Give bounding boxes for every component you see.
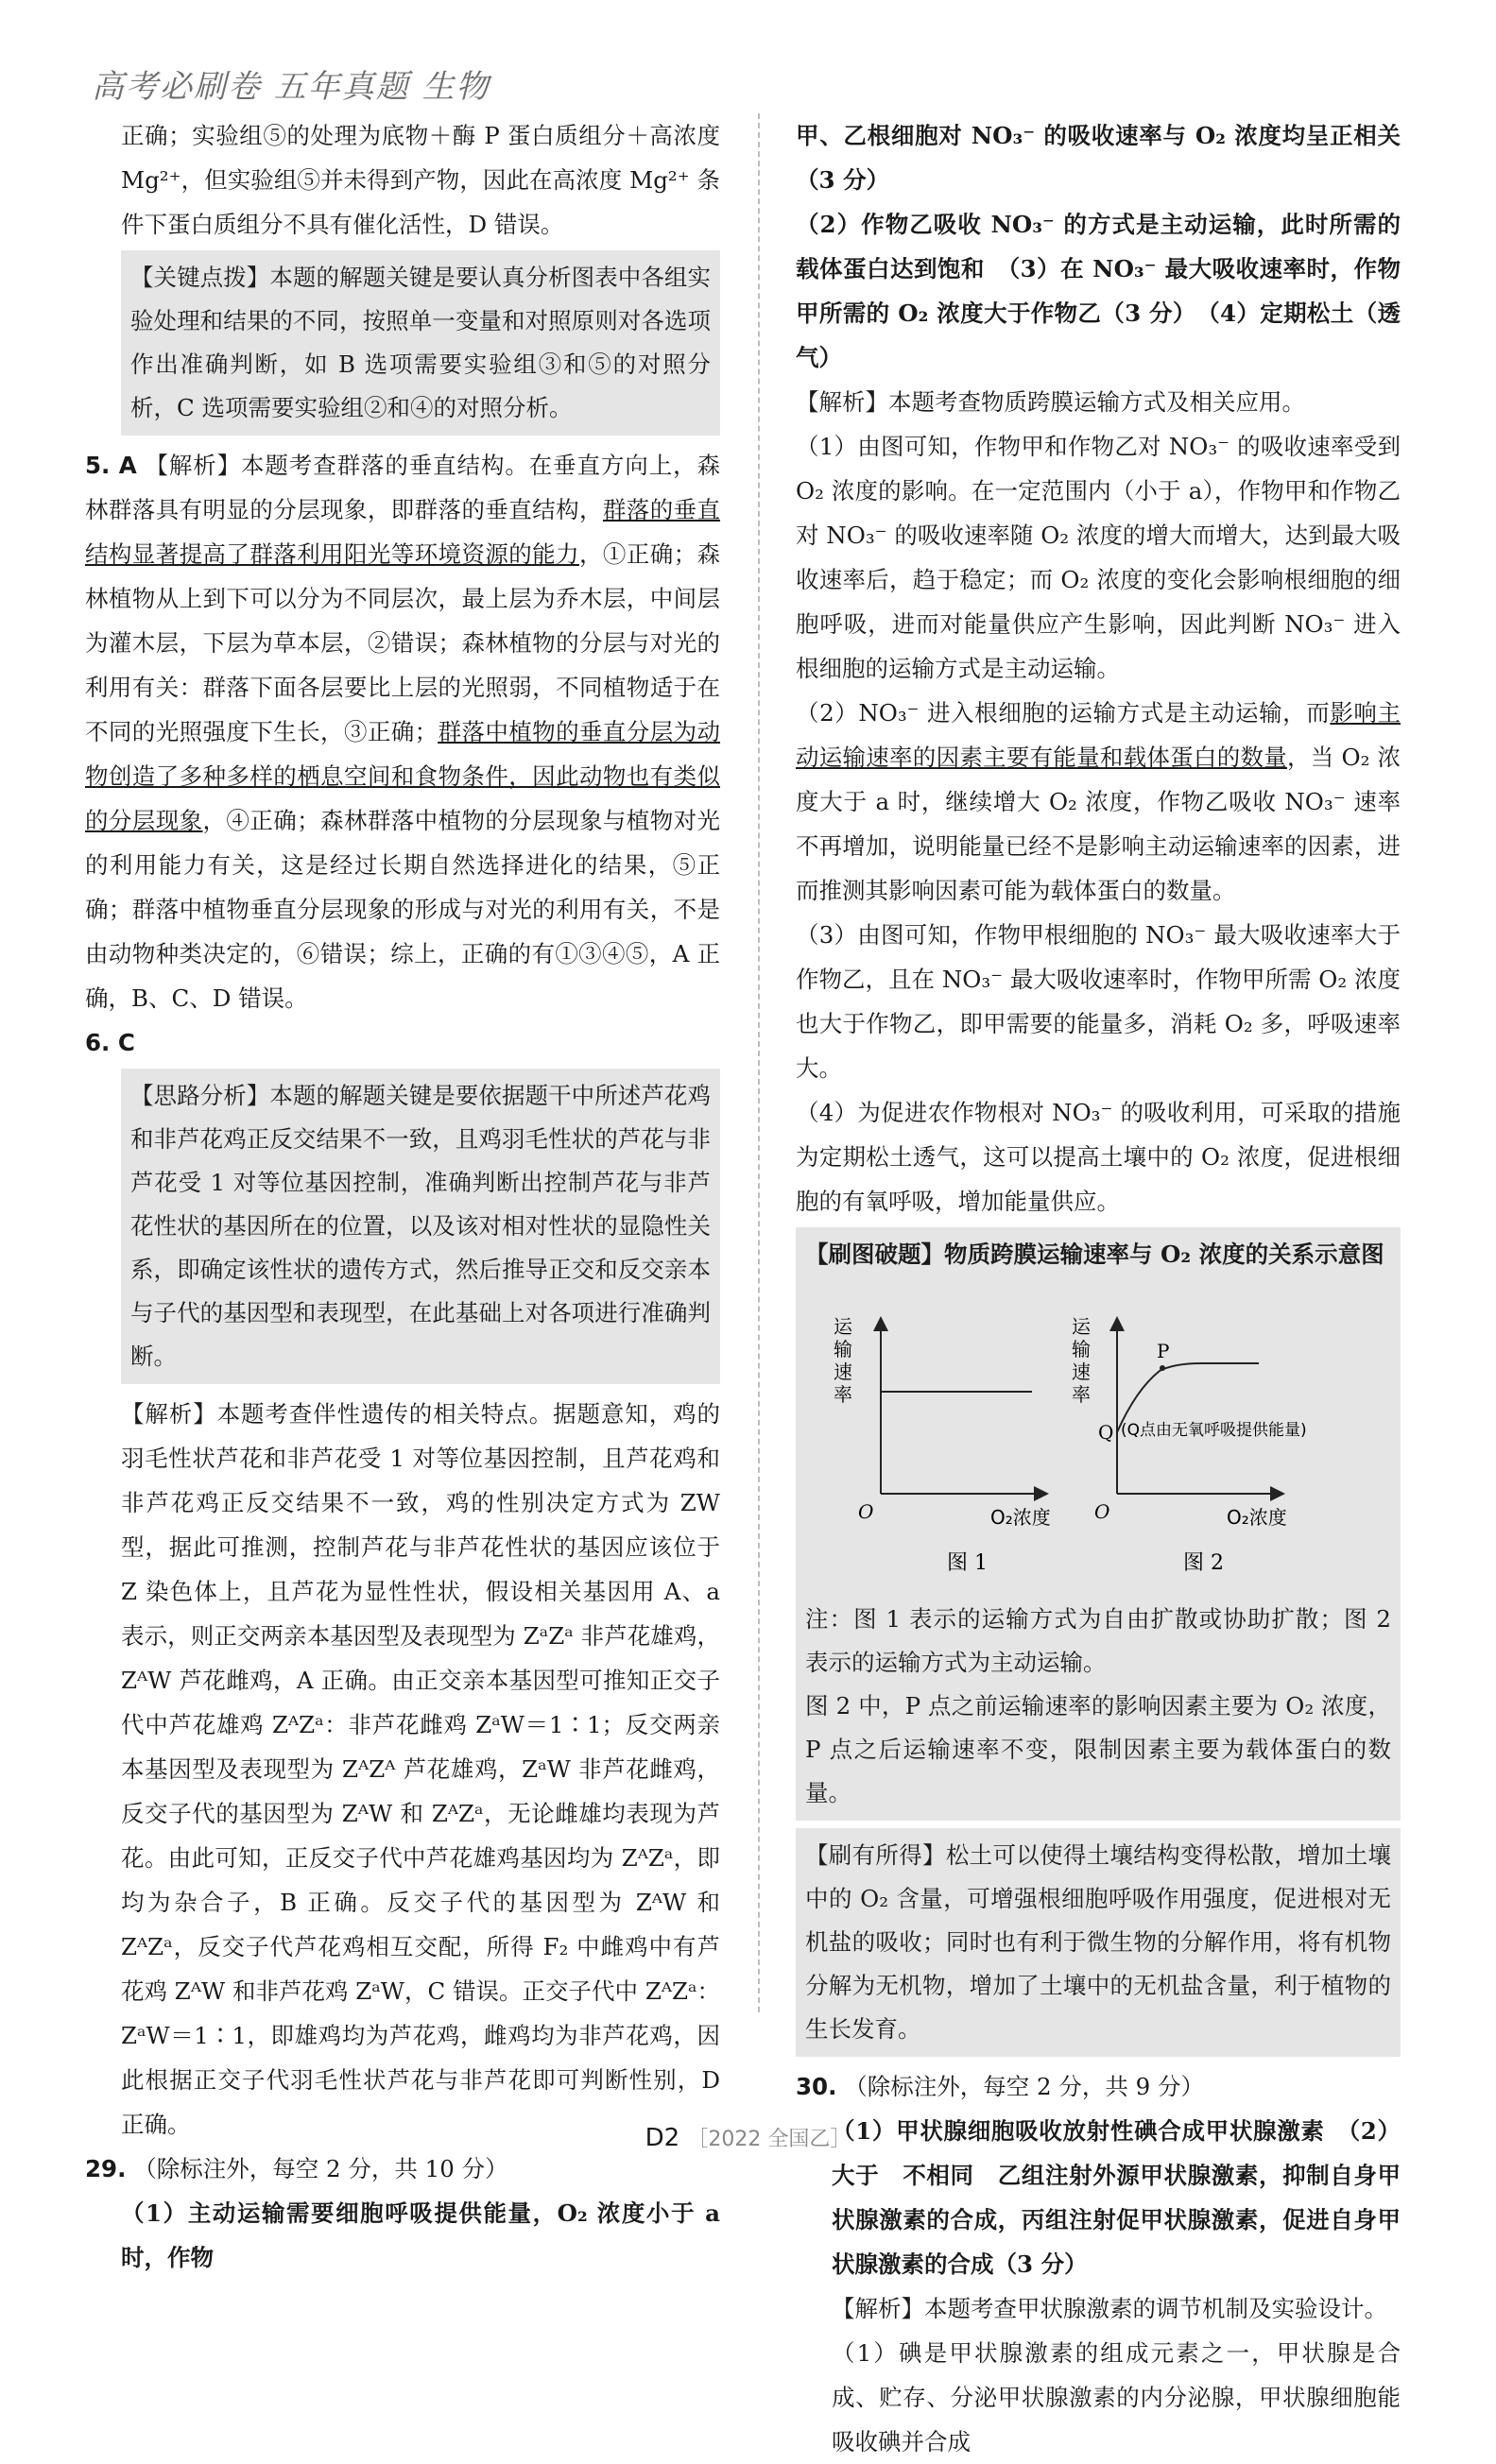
q29-analysis-2b: ，当 O₂ 浓度大于 a 时，继续增大 O₂ 浓度，作物乙吸收 NO₃⁻ 速率不再增加，说明能量已经不是影响主动运输速率的因素，进而推测其影响因素可能为载体蛋白的数量。 <box>796 744 1401 904</box>
q5-number: 5. A <box>85 452 137 479</box>
fig2-ylabel-3: 速 <box>1072 1360 1091 1383</box>
fig1-ylabel-2: 输 <box>834 1338 852 1360</box>
q29-analysis-4: （4）为促进农作物根对 NO₃⁻ 的吸收利用，可采取的措施为定期松土透气，这可以提高土壤中的 O₂ 浓度，促进根细胞的有氧呼吸，增加能量供应。 <box>796 1099 1401 1215</box>
q5-block <box>85 443 720 1020</box>
transport-rate-diagram <box>805 1276 1391 1598</box>
q29-analysis-2 <box>796 691 1401 913</box>
figure-note-1: 注：图 1 表示的运输方式为自由扩散或协助扩散；图 2 表示的运输方式为主动运输。 <box>805 1605 1391 1676</box>
figure-box-title: 【刷图破题】物质跨膜运输速率与 O₂ 浓度的关系示意图 <box>805 1241 1384 1268</box>
takeaway-text: 【刷有所得】松土可以使得土壤结构变得松散，增加土壤中的 O₂ 含量，可增强根细胞呼吸作用强度，促进根对无机盐的吸收；同时也有利于微生物的分解作用，将有机物分解为无机物，增加了土壤中的无机盐含量，利于植物的生长发育。 <box>805 1841 1391 2043</box>
takeaway-box <box>796 1828 1401 2057</box>
q6-analysis: 【解析】本题考查伴性遗传的相关特点。据题意知，鸡的羽毛性状芦花和非芦花受 1 对等位基因控制，且芦花鸡和非芦花鸡正反交结果不一致，鸡的性别决定方式为 ZW 型，据此可推测，控制芦花与非芦花性状的基因应该位于 Z 染色体上，且芦花为显性性状，假设相关基因用 A、a 表示，则正交两亲本基因型及表现型为 ZᵃZᵃ 非芦花雄鸡，ZᴬW 芦花雌鸡，A 正确。由正交亲本基因型可推知正交子代中芦花雄鸡 ZᴬZᵃ：非芦花雌鸡 ZᵃW＝1∶1；反交两亲本基因型及表现型为 ZᴬZᴬ 芦花雄鸡，ZᵃW 非芦花雌鸡，反交子代的基因型为 ZᴬW 和 ZᴬZᵃ，无论雌雄均表现为芦花。由此可知，正反交子代中芦花雄鸡基因均为 ZᴬZᵃ，即均为杂合子，B 正确。反交子代的基因型为 ZᴬW 和 ZᴬZᵃ，反交子代芦花鸡相互交配，所得 F₂ 中雌鸡中有芦花鸡 ZᴬW 和非芦花鸡 ZᵃW，C 错误。正交子代中 ZᴬZᵃ：ZᵃW＝1∶1，即雄鸡均为芦花鸡，雌鸡均为非芦花鸡，因此根据正交子代羽毛性状芦花与非芦花即可判断性别，D 正确。 <box>121 1400 720 2138</box>
q30-answer: （1）甲状腺细胞吸收放射性碘合成甲状腺激素 （2）大于 不相同 乙组注射外源甲状腺激素，抑制自身甲状腺激素的合成，丙组注射促甲状腺激素，促进自身甲状腺激素的合成（3 分） <box>832 2117 1401 2278</box>
fig1-xlabel: O₂浓度 <box>990 1506 1051 1529</box>
fig2-ylabel-4: 率 <box>1072 1383 1091 1406</box>
thinking-analysis-box <box>121 1069 720 1384</box>
page-footer <box>0 2123 1496 2152</box>
fig1-ylabel-3: 速 <box>834 1360 852 1383</box>
q29-analysis-3: （3）由图可知，作物甲根细胞的 NO₃⁻ 最大吸收速率大于作物乙，且在 NO₃⁻ 最大吸收速率时，作物甲所需 O₂ 浓度也大于作物乙，即甲需要的能量多，消耗 O₂ 多，呼吸速率大。 <box>796 921 1401 1082</box>
q6-number: 6. C <box>85 1029 135 1056</box>
fig2-caption: 图 2 <box>1183 1551 1224 1575</box>
fig2-q-note: (Q点由无氧呼吸提供能量) <box>1121 1421 1307 1440</box>
q4-continuation: 正确；实验组⑤的处理为底物＋酶 P 蛋白质组分＋高浓度 Mg²⁺，但实验组⑤并未得到产物，因此在高浓度 Mg²⁺ 条件下蛋白质组分不具有催化活性，D 错误。 <box>121 122 720 238</box>
q29-number: 29. <box>85 2155 127 2182</box>
fig1-ylabel-1: 运 <box>834 1315 852 1338</box>
figure-note-2: 图 2 中，P 点之前运输速率的影响因素主要为 O₂ 浓度，P 点之后运输速率不变，限制因素主要为载体蛋白的数量。 <box>805 1692 1391 1806</box>
fig2-ylabel-1: 运 <box>1072 1315 1091 1338</box>
running-header: 高考必刷卷 五年真题 生物 <box>92 68 490 106</box>
q30-analysis-intro: 【解析】本题考查甲状腺激素的调节机制及实验设计。 <box>832 2295 1387 2322</box>
diagram-svg <box>805 1276 1382 1588</box>
fig2-point-p <box>1160 1365 1165 1371</box>
q29-heading <box>85 2147 720 2191</box>
q30-heading <box>796 2064 1401 2109</box>
q30-number: 30. <box>796 2073 837 2100</box>
q5-key-underline-1: 群落的垂直结构显著提高了群落利用阳光等环境资源的能力 <box>85 496 721 568</box>
fig1-caption: 图 1 <box>947 1551 988 1575</box>
fig2-p-label: P <box>1157 1340 1170 1362</box>
fig2-ylabel-2: 输 <box>1072 1338 1091 1360</box>
q29-analysis-1: （1）由图可知，作物甲和作物乙对 NO₃⁻ 的吸收速率受到 O₂ 浓度的影响。在一定范围内（小于 a），作物甲和作物乙对 NO₃⁻ 的吸收速率随 O₂ 浓度的增大而增大，达到最大吸收速率后，趋于稳定；而 O₂ 浓度的变化会影响根细胞的细胞呼吸，进而对能量供应产生影响，因此判断 NO₃⁻ 进入根细胞的运输方式是主动运输。 <box>796 433 1401 682</box>
q5-text-c: ，④正确；森林群落中植物的分层现象与植物对光的利用能力有关，这是经过长期自然选择进化的结果，⑤正确；群落中植物垂直分层现象的形成与对光的利用有关，不是由动物种类决定的，⑥错误；综上，正确的有①③④⑤，A 正确，B、C、D 错误。 <box>85 807 721 1012</box>
fig2-origin: O <box>1094 1500 1110 1523</box>
q30-analysis-1: （1）碘是甲状腺激素的组成元素之一，甲状腺是合成、贮存、分泌甲状腺激素的内分泌腺，甲状腺细胞能吸收碘并合成 <box>832 2339 1401 2455</box>
q29-answer-2: （2）作物乙吸收 NO₃⁻ 的方式是主动运输，此时所需的载体蛋白达到饱和 （3）在 NO₃⁻ 最大吸收速率时，作物甲所需的 O₂ 浓度大于作物乙（3 分） （4）定期松土（透气） <box>796 211 1401 371</box>
exam-source: ［2022 全国乙］ <box>687 2128 851 2151</box>
q29-analysis-intro: 【解析】本题考查物质跨膜运输方式及相关应用。 <box>796 388 1305 416</box>
right-column <box>796 113 1401 2464</box>
fig1-origin: O <box>858 1500 874 1523</box>
q29-analysis-2a: （2）NO₃⁻ 进入根细胞的运输方式是主动运输，而 <box>796 699 1331 727</box>
page-number: D2 <box>645 2124 680 2152</box>
figure-box <box>796 1227 1401 1821</box>
fig2-xlabel: O₂浓度 <box>1227 1506 1287 1529</box>
thinking-analysis-text: 【思路分析】本题的解题关键是要依据题干中所述芦花鸡和非芦花鸡正反交结果不一致，且鸡羽毛性状的芦花与非芦花受 1 对等位基因控制，准确判断出控制芦花与非芦花性状的基因所在的位置，以及该对相对性状的显隐性关系，即确定该性状的遗传方式，然后推导正交和反交亲本与子代的基因型和表现型，在此基础上对各项进行准确判断。 <box>130 1082 711 1370</box>
fig2-q-label: Q <box>1098 1421 1114 1444</box>
q30-scoring: （除标注外，每空 2 分，共 9 分） <box>844 2073 1205 2100</box>
column-divider <box>758 113 760 2012</box>
q29-answer-1: 甲、乙根细胞对 NO₃⁻ 的吸收速率与 O₂ 浓度均呈正相关（3 分） <box>796 122 1401 194</box>
key-tip-text: 【关键点拨】本题的解题关键是要认真分析图表中各组实验处理和结果的不同，按照单一变量和对照原则对各选项作出准确判断，如 B 选项需要实验组③和⑤的对照分析，C 选项需要实验组②和④的对照分析。 <box>130 264 711 421</box>
q5-text-a: 【解析】本题考查群落的垂直结构。在垂直方向上，森林群落具有明显的分层现象，即群落的垂直结构， <box>85 452 720 523</box>
left-column <box>85 113 720 2280</box>
fig1-ylabel-4: 率 <box>834 1383 852 1406</box>
q29-key-underline: 影响主动运输速率的因素主要有能量和载体蛋白的数量 <box>796 699 1401 771</box>
q29-scoring: （除标注外，每空 2 分，共 10 分） <box>133 2155 508 2182</box>
q29-answer-start: （1）主动运输需要细胞呼吸提供能量，O₂ 浓度小于 a 时，作物 <box>121 2199 720 2271</box>
q5-key-underline-2: 群落中植物的垂直分层为动物创造了多种多样的栖息空间和食物条件，因此动物也有类似的分层现象 <box>85 718 721 834</box>
key-tip-box <box>121 250 720 436</box>
q5-text-b: ，①正确；森林植物从上到下可以分为不同层次，最上层为乔木层，中间层为灌木层，下层为草本层，②错误；森林植物的分层与对光的利用有关：群落下面各层要比上层的光照弱，不同植物适于在不同的光照强度下生长，③正确； <box>85 540 721 745</box>
